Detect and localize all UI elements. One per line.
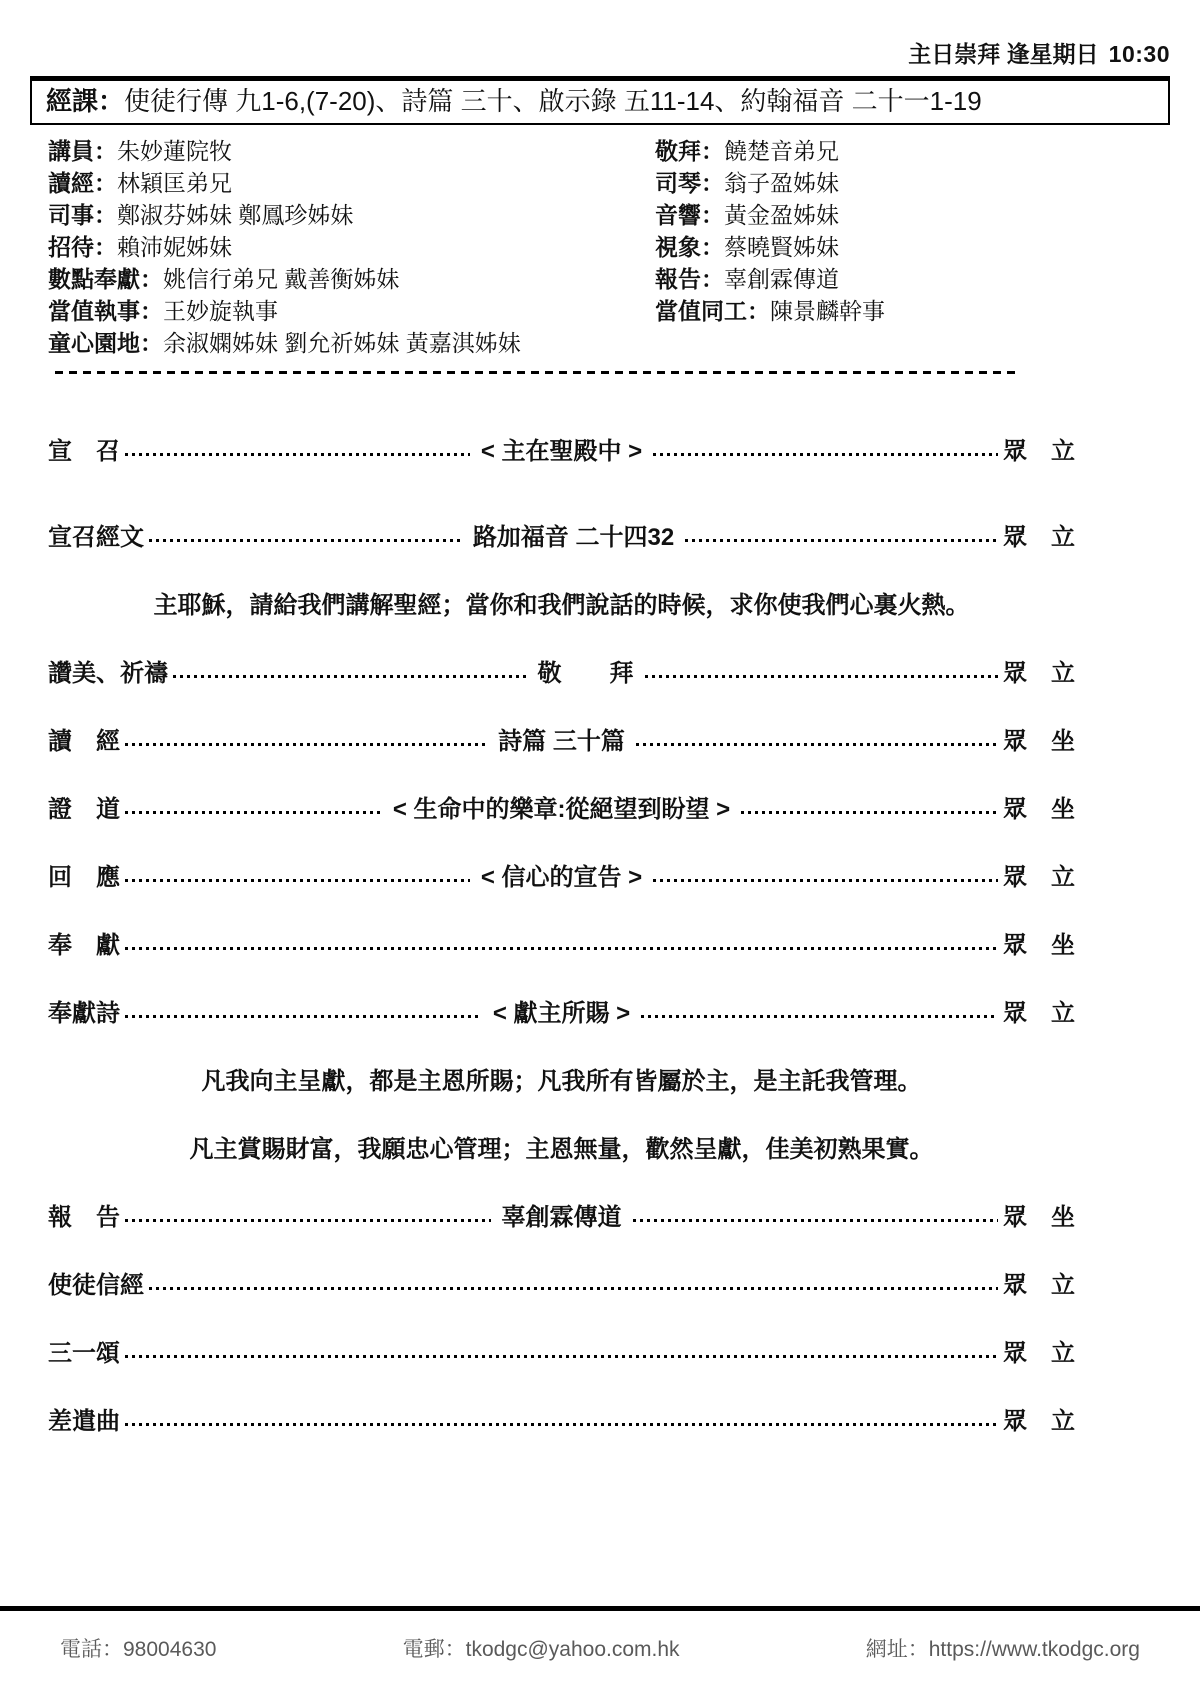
role-value: 朱妙蓮院牧	[117, 138, 232, 164]
service-item-status: 眾 立	[1003, 524, 1075, 551]
service-item	[48, 864, 1075, 892]
dotted-leader	[645, 675, 999, 678]
role-row	[48, 231, 1170, 263]
service-item-status: 眾 立	[1003, 864, 1075, 891]
role-value: 賴沛妮姊妹	[117, 234, 232, 260]
role-value: 陳景麟幹事	[770, 298, 885, 324]
service-time-header	[30, 0, 1170, 68]
role-label: 當值同工：	[655, 298, 770, 324]
dotted-leader	[641, 1015, 998, 1018]
service-item	[48, 1204, 1075, 1232]
service-item-status: 眾 坐	[1003, 1204, 1075, 1231]
role-row	[48, 263, 1170, 295]
dotted-leader	[149, 539, 462, 542]
footer-phone: 電話：98004630	[60, 1638, 217, 1661]
service-item-label: 證 道	[48, 796, 120, 823]
service-item-center: 敬 拜	[537, 660, 634, 687]
service-item	[48, 932, 1075, 960]
role-label: 數點奉獻：	[48, 266, 163, 292]
service-item-label: 讚美、祈禱	[48, 660, 168, 687]
dotted-leader	[125, 1423, 998, 1426]
role-label: 報告：	[655, 266, 724, 292]
role-label: 童心園地：	[48, 330, 163, 356]
role-label: 司琴：	[655, 170, 724, 196]
dotted-leader	[125, 743, 487, 746]
role-label: 讀經：	[48, 170, 117, 196]
service-title: 主日崇拜 逢星期日	[908, 41, 1099, 67]
role-value: 蔡曉賢姊妹	[724, 234, 839, 260]
role-value: 黃金盈姊妹	[724, 202, 839, 228]
service-item-label: 差遣曲	[48, 1408, 120, 1435]
dotted-leader	[125, 947, 998, 950]
role-value: 王妙旋執事	[163, 298, 278, 324]
role-value: 林穎匡弟兄	[117, 170, 232, 196]
service-item-center: < 主在聖殿中 >	[480, 438, 643, 465]
role-row	[48, 199, 1170, 231]
order-of-service	[30, 374, 1170, 1436]
role-label: 招待：	[48, 234, 117, 260]
service-item-label: 讀 經	[48, 728, 120, 755]
service-item-label: 奉 獻	[48, 932, 120, 959]
service-item-status: 眾 坐	[1003, 728, 1076, 755]
response-text: 凡我向主呈獻，都是主恩所賜；凡我所有皆屬於主，是主託我管理。	[201, 1068, 922, 1095]
dotted-leader	[125, 879, 470, 882]
service-item	[48, 1272, 1075, 1300]
service-item	[48, 728, 1075, 756]
role-value: 辜創霖傳道	[724, 266, 839, 292]
dotted-leader	[636, 743, 998, 746]
role-label: 敬拜：	[655, 138, 724, 164]
role-label: 司事：	[48, 202, 117, 228]
service-item-center: 路加福音 二十四32	[472, 524, 675, 551]
service-item-status: 眾 立	[1003, 438, 1075, 465]
scripture-label: 經課：	[46, 86, 125, 116]
role-label: 音響：	[655, 202, 724, 228]
service-item-status: 眾 坐	[1003, 932, 1075, 959]
footer-website: 網址：https://www.tkodgc.org	[865, 1638, 1140, 1661]
dotted-leader	[633, 1219, 999, 1222]
role-row	[48, 135, 1170, 167]
service-item-center: 辜創霖傳道	[501, 1204, 622, 1231]
dotted-leader	[125, 1015, 482, 1018]
service-item	[48, 796, 1075, 824]
service-item-center: < 生命中的樂章:從絕望到盼望 >	[392, 796, 731, 823]
scripture-text: 使徒行傳 九1-6,(7-20)、詩篇 三十、啟示錄 五11-14、約翰福音 二十一1-19	[124, 86, 982, 116]
service-item	[48, 1408, 1075, 1436]
role-label: 講員：	[48, 138, 117, 164]
service-item	[48, 438, 1075, 466]
role-value: 姚信行弟兄 戴善衡姊妹	[163, 266, 400, 292]
role-label: 視象：	[655, 234, 724, 260]
service-item-center: 詩篇 三十篇	[498, 728, 625, 755]
dotted-leader	[125, 453, 470, 456]
roles-section	[30, 125, 1170, 359]
service-item-status: 眾 立	[1003, 660, 1075, 687]
role-value: 饒楚音弟兄	[724, 138, 839, 164]
service-item-status: 眾 立	[1003, 1408, 1075, 1435]
role-row	[48, 167, 1170, 199]
service-item	[48, 1340, 1075, 1368]
service-item	[48, 524, 1075, 552]
dotted-leader	[653, 879, 998, 882]
response-text: 主耶穌，請給我們講解聖經；當你和我們說話的時候，求你使我們心裏火熱。	[153, 592, 970, 619]
dotted-leader	[125, 811, 382, 814]
service-item-label: 宣 召	[48, 438, 120, 465]
service-item-status: 眾 立	[1003, 1000, 1075, 1027]
header-rule	[30, 76, 1170, 125]
dotted-leader	[125, 1355, 998, 1358]
service-item-label: 宣召經文	[48, 524, 144, 551]
role-value: 翁子盈姊妹	[724, 170, 839, 196]
role-value: 鄭淑芬姊妹 鄭鳳珍姊妹	[117, 202, 354, 228]
service-item-label: 報 告	[48, 1204, 120, 1231]
service-item-center: < 信心的宣告 >	[480, 864, 643, 891]
service-item-center: < 獻主所賜 >	[492, 1000, 631, 1027]
service-item-status: 眾 坐	[1003, 796, 1076, 823]
service-item-label: 奉獻詩	[48, 1000, 120, 1027]
service-item-status: 眾 立	[1003, 1272, 1075, 1299]
dotted-leader	[741, 811, 998, 814]
footer-email: 電郵：tkodgc@yahoo.com.hk	[402, 1638, 680, 1661]
dotted-leader	[173, 675, 527, 678]
service-item-label: 回 應	[48, 864, 120, 891]
scripture-line	[30, 81, 1170, 125]
service-item-label: 三一頌	[48, 1340, 120, 1367]
service-item-status: 眾 立	[1003, 1340, 1075, 1367]
role-label: 當值執事：	[48, 298, 163, 324]
role-row	[48, 327, 1170, 359]
service-time: 10:30	[1108, 41, 1170, 67]
dotted-leader	[149, 1287, 998, 1290]
response-text: 凡主賞賜財富，我願忠心管理；主恩無量，歡然呈獻，佳美初熟果實。	[189, 1136, 934, 1163]
service-item-label: 使徒信經	[48, 1272, 144, 1299]
footer	[0, 1606, 1200, 1697]
role-row	[48, 295, 1170, 327]
role-value: 余淑嫻姊妹 劉允祈姊妹 黃嘉淇姊妹	[163, 330, 521, 356]
service-item	[48, 1000, 1075, 1028]
dotted-leader	[653, 453, 998, 456]
dotted-leader	[125, 1219, 491, 1222]
dotted-leader	[685, 539, 998, 542]
service-item	[48, 660, 1075, 688]
